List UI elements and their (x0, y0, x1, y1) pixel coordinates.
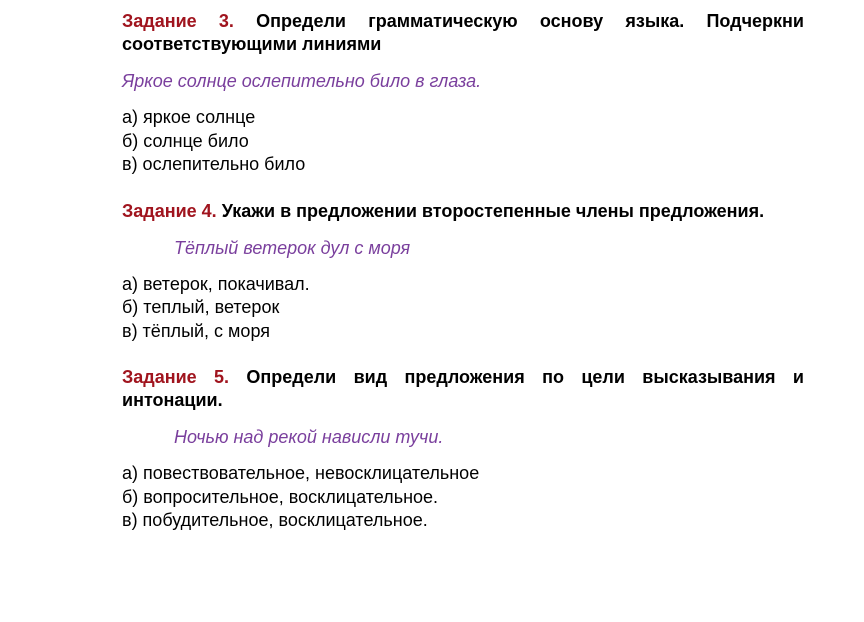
worksheet (122, 10, 804, 533)
task-4-option-a: а) ветерок, покачивал. (122, 273, 310, 294)
task-4-label: Задание 4. (122, 200, 217, 221)
task-3-question: Определи грамматическую основу языка. Подчеркни соответствующими линиями (122, 11, 804, 54)
task-5-question: Определи вид предложения по цели высказывания и интонации. (122, 367, 804, 410)
task-5-option-a: а) повествовательное, невосклицательное (122, 463, 480, 483)
task-4-sentence: Тёплый ветерок дул с моря (174, 237, 411, 258)
task-4-option-b: б) теплый, ветерок (122, 297, 280, 317)
task-5-option-c: в) побудительное, восклицательное. (122, 510, 428, 530)
task-5-label: Задание 5. (122, 367, 230, 387)
task-3-title (122, 10, 804, 56)
task-3-label: Задание 3. (122, 11, 234, 31)
task-3-sentence: Яркое солнце ослепительно било в глаза. (122, 71, 482, 91)
task-4-question: Укажи в предложении второстепенные члены предложения. (221, 200, 765, 221)
task-3-options (122, 106, 804, 177)
task-3-option-a: а) яркое солнце (122, 107, 256, 127)
task-5-title (122, 366, 804, 412)
task-3-option-b: б) солнце било (122, 130, 249, 151)
task-4-options (122, 273, 804, 344)
task-5 (122, 366, 804, 533)
task-4-title (122, 200, 804, 223)
task-3 (122, 10, 804, 177)
task-4-option-c: в) тёплый, с моря (122, 320, 270, 341)
task-5-options (122, 462, 804, 533)
task-4 (122, 200, 804, 344)
task-5-sentence: Ночью над рекой нависли тучи. (174, 427, 444, 447)
task-5-option-b: б) вопросительное, восклицательное. (122, 486, 439, 507)
task-3-option-c: в) ослепительно било (122, 154, 306, 174)
